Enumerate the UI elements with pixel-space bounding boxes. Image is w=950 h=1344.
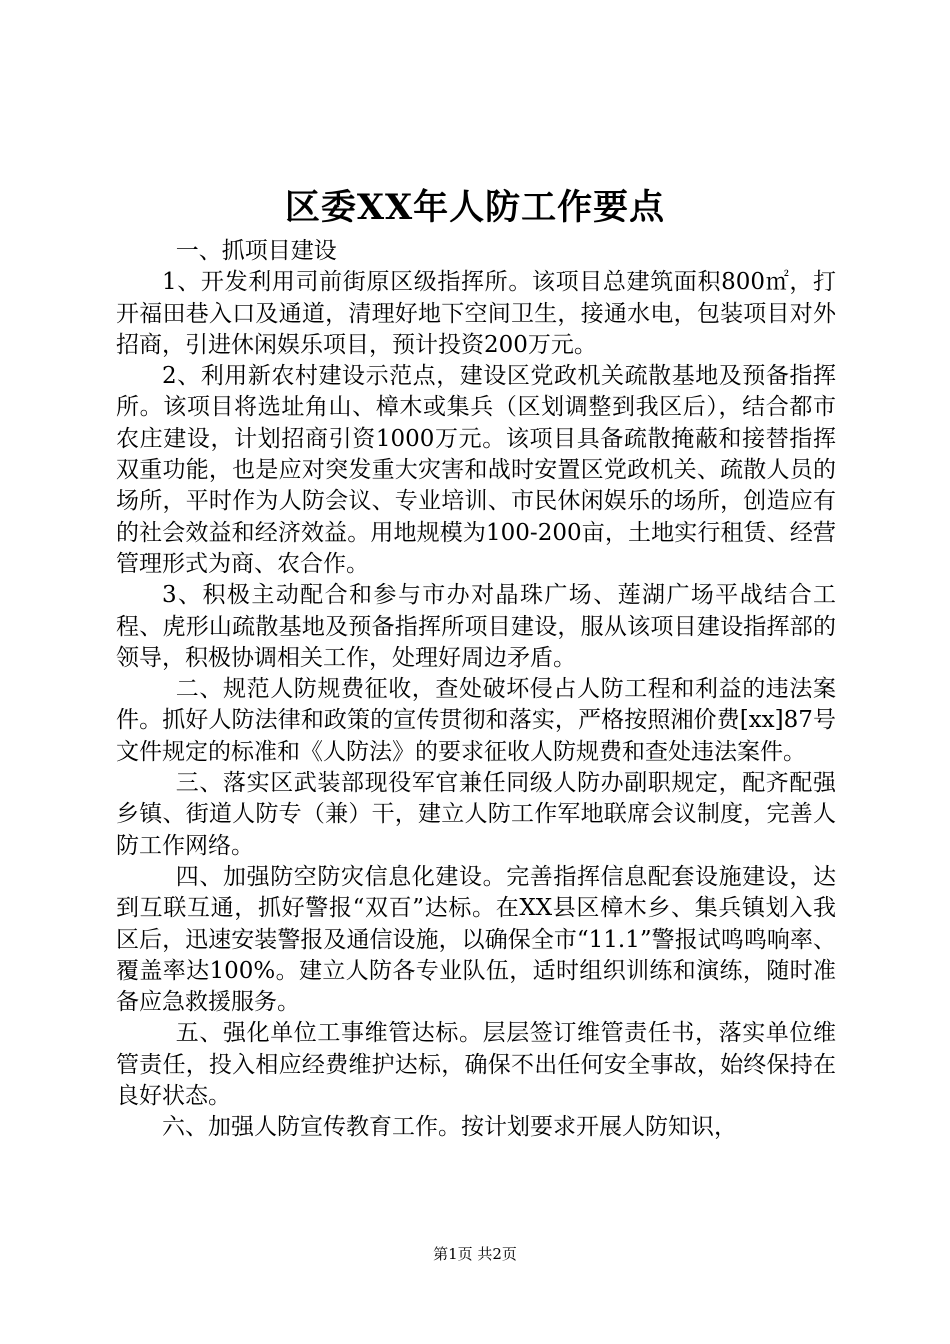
page-number-footer: 第1页 共2页: [433, 1245, 517, 1263]
body-paragraph: 1、开发利用司前街原区级指挥所。该项目总建筑面积800㎡，打开福田巷入口及通道，清理好地下空间卫生，接通水电，包装项目对外招商，引进休闲娱乐项目，预计投资200万元。: [116, 269, 836, 358]
section-paragraph: 六、加强人防宣传教育工作。按计划要求开展人防知识，: [162, 1114, 737, 1141]
section-heading: 一、抓项目建设: [175, 238, 337, 264]
section-paragraph: 二、规范人防规费征收，查处破坏侵占人防工程和利益的违法案件。抓好人防法律和政策的宣传贯彻和落实，严格按照湘价费[xx]87号文件规定的标准和《人防法》的要求征收人防规费和查处违法案件。: [116, 676, 836, 765]
section-paragraph: 五、强化单位工事维管达标。层层签订维管责任书，落实单位维管责任，投入相应经费维护达标，确保不出任何安全事故，始终保持在良好状态。: [116, 1020, 836, 1110]
body-paragraph: 2、利用新农村建设示范点，建设区党政机关疏散基地及预备指挥所。该项目将选址角山、樟木或集兵（区划调整到我区后），结合都市农庄建设，计划招商引资1000万元。该项目具备疏散掩蔽和接替指挥双重功能，也是应对突发重大灾害和战时安置区党政机关、疏散人员的场所，平时作为人防会议、专业培训、市民休闲娱乐的场所，创造应有的社会效益和经济效益。用地规模为100-200亩，土地实行租赁、经营管理形式为商、农合作。: [116, 363, 836, 577]
section-paragraph: 三、落实区武装部现役军官兼任同级人防办副职规定，配齐配强乡镇、街道人防专（兼）干，建立人防工作军地联席会议制度，完善人防工作网络。: [116, 770, 836, 859]
body-paragraph: 3、积极主动配合和参与市办对晶珠广场、莲湖广场平战结合工程、虎形山疏散基地及预备指挥所项目建设，服从该项目建设指挥部的领导，积极协调相关工作，处理好周边矛盾。: [116, 582, 836, 671]
section-paragraph: 四、加强防空防灾信息化建设。完善指挥信息配套设施建设，达到互联互通，抓好警报“双百”达标。在XX县区樟木乡、集兵镇划入我区后，迅速安装警报及通信设施，以确保全市“11.1”警报试鸣鸣响率、覆盖率达100%。建立人防各专业队伍，适时组织训练和演练，随时准备应急救援服务。: [116, 863, 836, 1016]
document-title: 区委XX年人防工作要点: [284, 187, 666, 228]
document-body: [116, 236, 836, 1144]
